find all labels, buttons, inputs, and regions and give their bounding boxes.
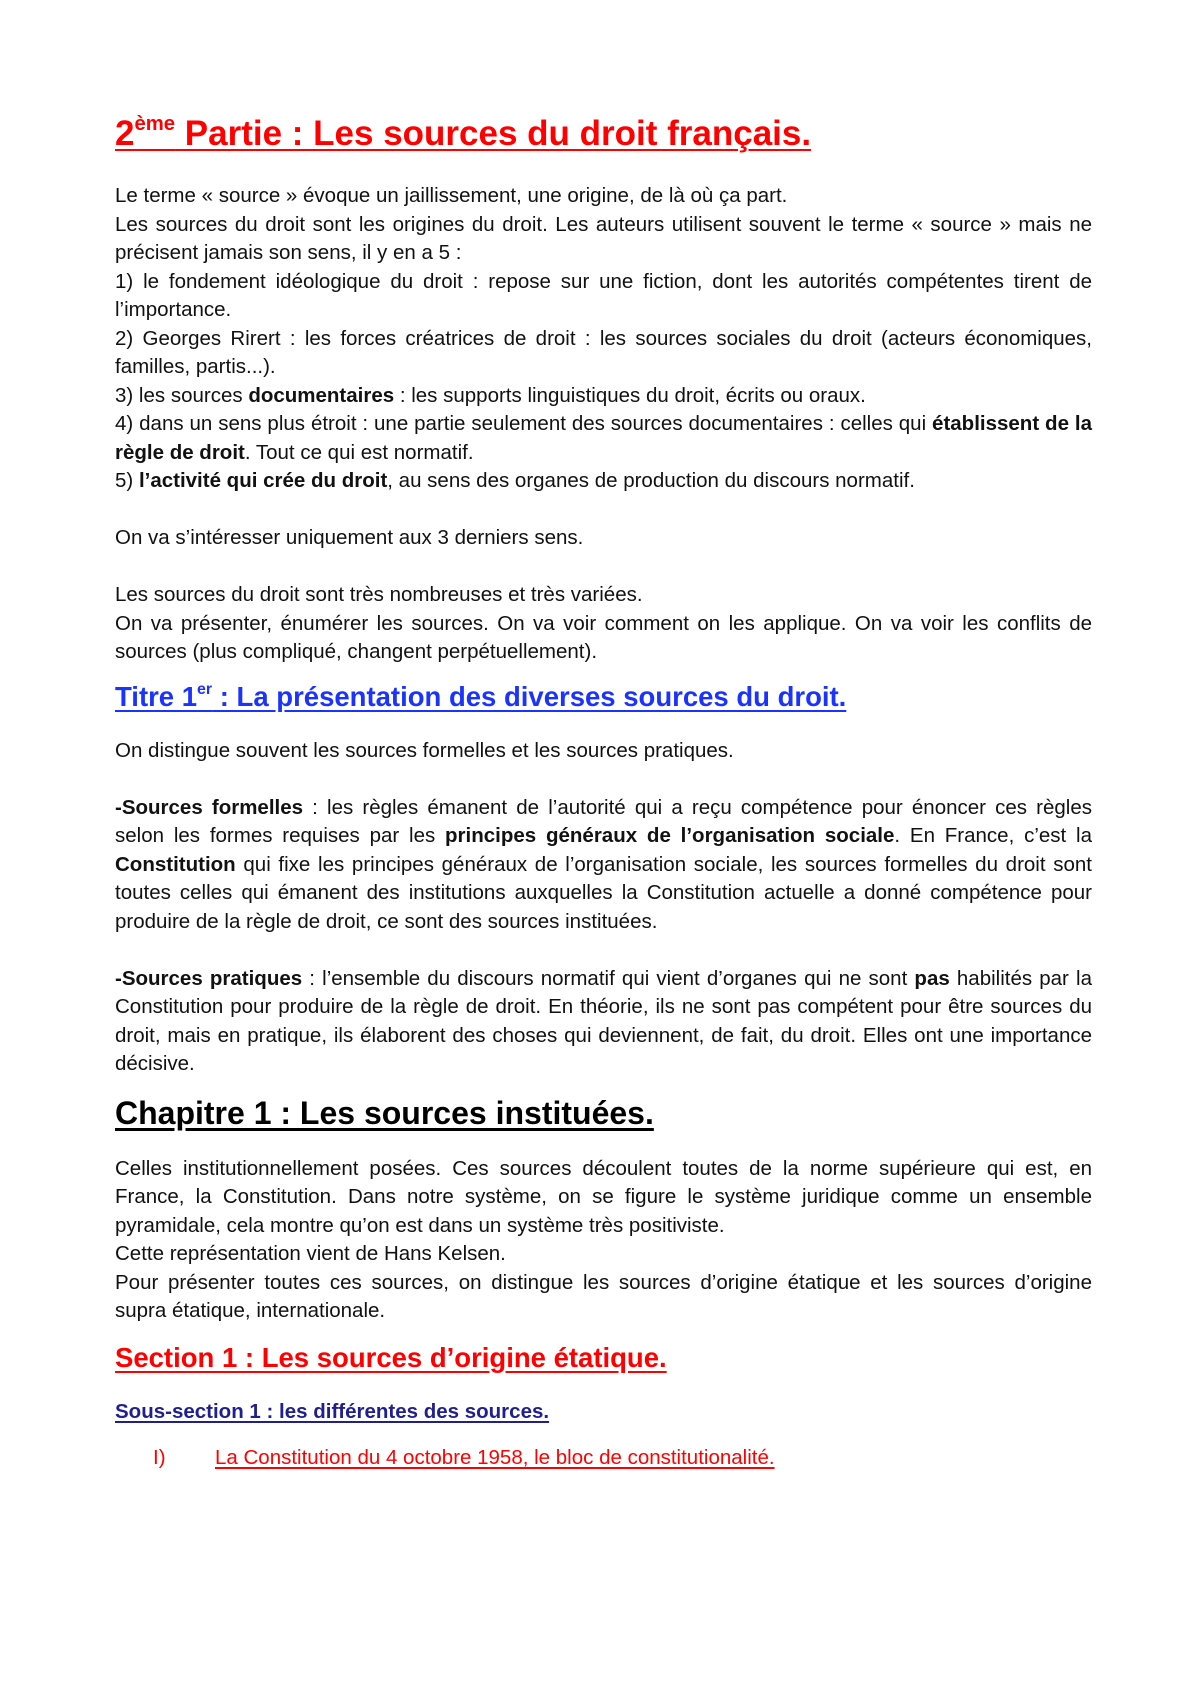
chapitre-1-paragraph-1: Celles institutionnellement posées. Ces sources découlent toutes de la norme supérieure qui est, en France, la Constitution. Dans notre système, on se figure le système juridique comme un ensemble pyramidale, cela montre qu’on est dans un système très positiviste. <box>115 1156 1092 1237</box>
bold-term: -Sources pratiques <box>115 966 303 990</box>
bold-term: -Sources formelles <box>115 795 304 819</box>
roman-item-text: La Constitution du 4 octobre 1958, le bloc de constitutionalité. <box>215 1445 775 1469</box>
bold-term: pas <box>914 966 950 990</box>
intro-paragraph-1: Le terme « source » évoque un jaillissement, une origine, de là où ça part. <box>115 184 788 207</box>
meaning-item-3: 3) les sources documentaires : les supports linguistiques du droit, écrits ou oraux. <box>115 383 866 407</box>
part-superscript: ème <box>134 112 176 135</box>
spacer <box>115 936 1092 965</box>
sous-section-1-heading: Sous-section 1 : les différentes des sources. <box>115 1399 550 1423</box>
roman-numeral: I) <box>153 1445 166 1469</box>
intro-paragraph-4: Les sources du droit sont très nombreuses et très variées. <box>115 583 643 606</box>
chapitre-1-paragraph-2: Cette représentation vient de Hans Kelsen. <box>115 1242 506 1265</box>
intro-paragraph-2: Les sources du droit sont les origines du droit. Les auteurs utilisent souvent le terme « source » mais ne précisent jamais son sens, il y en a 5 : <box>115 212 1092 264</box>
part-title: Partie : Les sources du droit français. <box>175 114 812 153</box>
sources-formelles-paragraph: -Sources formelles : les règles émanent de l’autorité qui a reçu compétence pour énoncer ces règles selon les formes requises par les principes généraux de l’organisation sociale. En France, c’est la Constitution qui fixe les principes généraux de l’organisation sociale, les sources formelles du droit sont toutes celles qui émanent des institutions auxquelles la Constitution actuelle a donné compétence pour produire de la règle de droit, ce sont des sources instituées. <box>115 795 1093 933</box>
part-heading <box>115 112 1092 156</box>
meaning-item-1: 1) le fondement idéologique du droit : repose sur une fiction, dont les autorités compétentes tirent de l’importance. <box>115 269 1092 321</box>
part-number: 2 <box>115 114 135 153</box>
bold-term: établissent de la règle de droit <box>115 412 1092 464</box>
sources-pratiques-paragraph: -Sources pratiques : l’ensemble du discours normatif qui vient d’organes qui ne sont pas habilités par la Constitution pour produire de la règle de droit. En théorie, ils ne sont pas compétent pour être sources du droit, mais en pratique, ils élaborent des choses qui deviennent, de fait, du droit. Elles ont une importance décisive. <box>115 966 1092 1075</box>
meaning-item-2: 2) Georges Rirert : les forces créatrices de droit : les sources sociales du droit (acteurs économiques, familles, partis...). <box>115 326 1092 378</box>
spacer <box>115 496 1092 525</box>
spacer <box>115 553 1092 582</box>
spacer <box>115 765 1092 794</box>
bold-term: documentaires <box>248 383 395 407</box>
intro-paragraph-3: On va s’intéresser uniquement aux 3 derniers sens. <box>115 526 584 549</box>
chapitre-1-heading: Chapitre 1 : Les sources instituées. <box>115 1094 654 1131</box>
titre-1-paragraph-1: On distingue souvent les sources formelles et les sources pratiques. <box>115 738 734 762</box>
bold-term: l’activité qui crée du droit <box>138 469 388 492</box>
intro-paragraph-5: On va présenter, énumérer les sources. On va voir comment on les applique. On va voir les conflits de sources (plus compliqué, changent perpétuellement). <box>115 611 1092 663</box>
meaning-item-4: 4) dans un sens plus étroit : une partie seulement des sources documentaires : celles qui établissent de la règle de droit. Tout ce qui est normatif. <box>115 412 1092 464</box>
bold-term: Constitution <box>115 852 236 876</box>
bold-term: principes généraux de l’organisation sociale <box>445 824 895 847</box>
roman-list-item <box>115 1444 1092 1472</box>
section-1-heading: Section 1 : Les sources d’origine étatique. <box>115 1341 667 1373</box>
meaning-item-5: 5) l’activité qui crée du droit, au sens des organes de production du discours normatif. <box>115 469 915 492</box>
chapitre-1-paragraph-3: Pour présenter toutes ces sources, on distingue les sources d’origine étatique et les sources d’origine supra étatique, internationale. <box>115 1270 1092 1322</box>
titre-superscript: er <box>197 680 213 698</box>
titre-1-heading: Titre 1er : La présentation des diverses sources du droit. <box>115 680 847 712</box>
